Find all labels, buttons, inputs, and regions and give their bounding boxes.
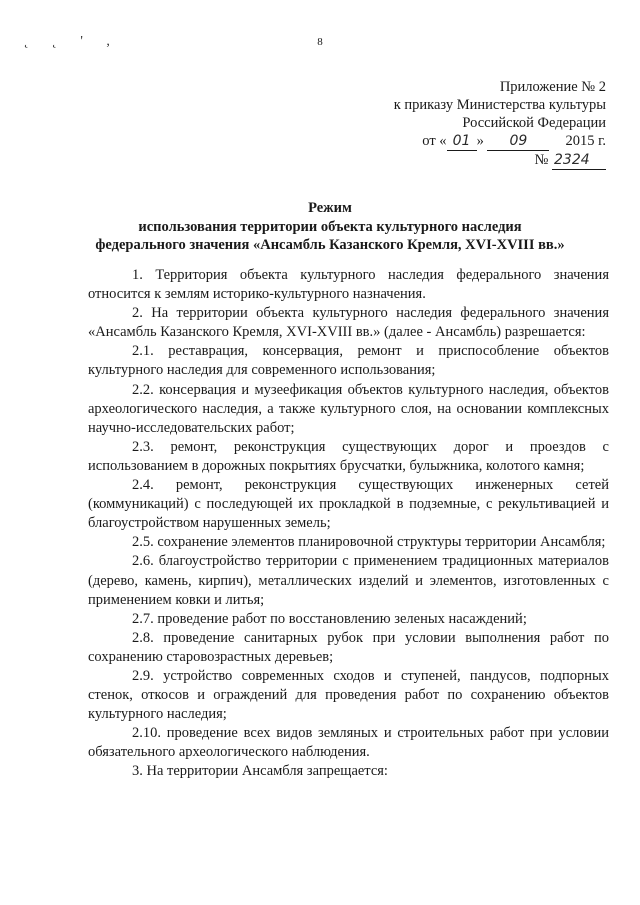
appendix-line-1: Приложение № 2 [499,79,606,95]
paragraph: 2.10. проведение всех видов земляных и строительных работ при условии обязательного археологического наблюдения. [88,725,609,761]
order-number: 2324 [552,151,606,170]
title-line-1: Режим [308,200,352,216]
appendix-date [394,132,606,151]
paragraph: 2.6. благоустройство территории с применением традиционных материалов (дерево, камень, кирпич), металлических изделий и элементов, изготовленных с применением ковки и литья; [88,553,609,608]
appendix-line-3: Российской Федерации [462,115,606,131]
appendix-header [394,78,606,170]
appendix-number [394,151,606,170]
paragraph: 2. На территории объекта культурного наследия федерального значения «Ансамбль Казанского Кремля, XVI-XVIII вв.» (далее - Ансамбль) разрешается: [88,305,609,341]
paragraph: 2.8. проведение санитарных рубок при условии выполнения работ по сохранению старовозрастных деревьев; [88,629,609,665]
date-day: 01 [447,132,477,151]
paragraph: 2.9. устройство современных сходов и ступеней, пандусов, подпорных стенок, откосов и ограждений для проведения работ по сохранению объектов культурного наследия; [88,667,609,723]
title-line-2: использования территории объекта культурного наследия [138,218,522,235]
date-mid: » [476,133,484,149]
date-month: 09 [487,132,549,151]
page-number: 8 [317,36,323,48]
paragraph: 2.7. проведение работ по восстановлению зеленых насаждений; [132,610,527,627]
number-prefix: № [534,152,549,168]
document-title [60,199,600,255]
document-body [88,266,609,782]
paragraph: 2.5. сохранение элементов планировочной структуры территории Ансамбля; [132,534,606,551]
appendix-line-2: к приказу Министерства культуры [393,97,606,113]
title-line-3: федерального значения «Ансамбль Казанского Кремля, XVI-XVIII вв.» [95,237,565,253]
scan-marks: ˛ ˛ ' , [24,34,120,49]
date-prefix: от « [422,133,447,149]
paragraph: 2.4. ремонт, реконструкция существующих инженерных сетей (коммуникаций) с последующей их прокладкой в подземные, с рекультивацией и благоустройством нарушенных земель; [88,477,609,532]
paragraph: 1. Территория объекта культурного наследия федерального значения относится к землям историко-культурного назначения. [88,267,609,303]
paragraph: 3. На территории Ансамбля запрещается: [132,763,388,780]
date-year: 2015 г. [565,133,606,149]
paragraph: 2.1. реставрация, консервация, ремонт и приспособление объектов культурного наследия для современного использования; [88,343,609,379]
paragraph: 2.3. ремонт, реконструкция существующих дорог и проездов с использованием в дорожных покрытиях брусчатки, булыжника, колотого камня; [88,438,609,474]
paragraph: 2.2. консервация и музеефикация объектов культурного наследия, объектов археологического наследия, а также культурного слоя, на основании комплексных научно-исследовательских работ; [88,381,609,436]
